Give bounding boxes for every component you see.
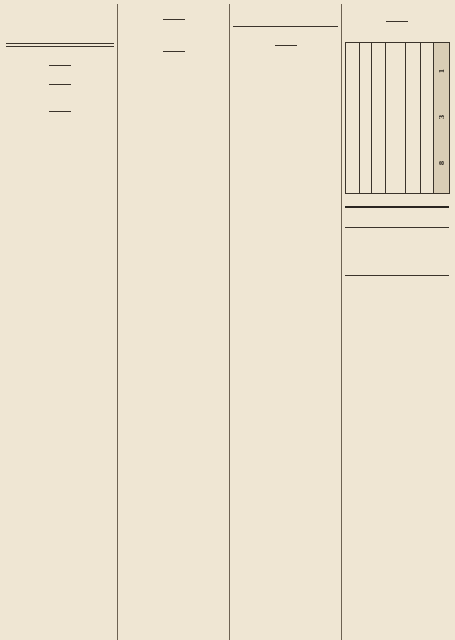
notice-body — [6, 123, 114, 136]
divider — [49, 111, 71, 112]
section-divider — [345, 206, 449, 208]
divider — [386, 21, 408, 22]
notice-body — [233, 57, 338, 82]
table-column — [406, 43, 421, 193]
accounts-table — [345, 42, 450, 194]
divider — [233, 26, 338, 27]
divider — [49, 65, 71, 66]
table-values-column — [434, 43, 449, 193]
notice-number — [345, 25, 449, 33]
table-column — [360, 43, 373, 193]
notice-body — [233, 4, 338, 23]
table-value: 3 — [437, 115, 446, 120]
paragraph — [121, 43, 226, 49]
notice-body — [345, 239, 449, 252]
section-subtitle — [6, 69, 114, 82]
notice-body — [121, 31, 226, 50]
divider — [49, 84, 71, 85]
notice-body — [345, 33, 449, 39]
divider — [163, 51, 185, 52]
printer-footer — [345, 279, 449, 286]
paragraph — [121, 76, 226, 82]
column-2 — [117, 4, 229, 640]
notice-number — [121, 55, 226, 63]
notice-body — [345, 259, 449, 272]
notice-body — [6, 14, 114, 39]
divider — [345, 275, 449, 276]
paragraph — [345, 196, 449, 202]
paragraph — [233, 17, 338, 23]
table-value: 8 — [437, 161, 446, 166]
divider — [163, 19, 185, 20]
column-3 — [229, 4, 341, 640]
notice-number — [121, 23, 226, 31]
notice-number — [233, 49, 338, 57]
paragraph — [6, 33, 114, 39]
notice-body — [121, 4, 226, 17]
notice-body — [6, 96, 114, 109]
notice-number — [6, 115, 114, 123]
table-column — [421, 43, 435, 193]
section-divider — [6, 43, 114, 47]
paragraph — [121, 10, 226, 16]
column-1 — [3, 4, 117, 640]
section-title — [345, 211, 449, 224]
paragraph — [6, 102, 114, 108]
paragraph — [345, 265, 449, 271]
section-title — [6, 50, 114, 63]
period-heading — [345, 12, 449, 19]
table-column — [386, 43, 406, 193]
notice-body — [345, 196, 449, 202]
notice-number — [6, 6, 114, 14]
table-column — [372, 43, 386, 193]
paragraph — [6, 129, 114, 135]
notice-body — [121, 63, 226, 82]
table-value: 1 — [437, 69, 446, 74]
paragraph — [233, 76, 338, 82]
divider — [275, 45, 297, 46]
section-title — [233, 30, 338, 43]
column-4 — [341, 4, 452, 640]
table-column — [346, 43, 360, 193]
notice-heading — [345, 231, 449, 239]
table-values — [434, 43, 449, 193]
notice-heading — [345, 251, 449, 259]
paragraph — [345, 33, 449, 39]
office-heading — [345, 4, 449, 12]
divider — [345, 227, 449, 228]
notice-number — [6, 88, 114, 96]
